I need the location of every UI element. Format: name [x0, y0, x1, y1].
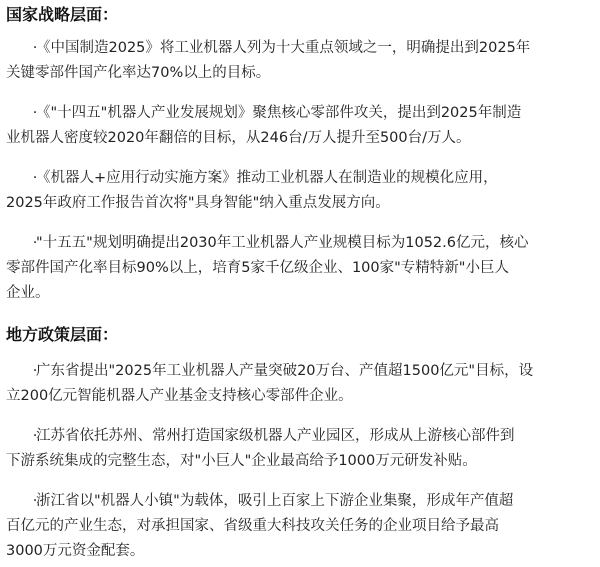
list-item-line: 江苏省依托苏州、常州打造国家级机器人产业园区，形成从上游核心部件到 — [36, 428, 515, 444]
list-item-line: 广东省提出"2025年工业机器人产量突破20万台、产值超1500亿元"目标，设 — [36, 363, 534, 379]
list-item-zhejiang — [6, 489, 594, 564]
bullet-icon: · — [32, 40, 38, 56]
bullet-icon: · — [32, 428, 38, 444]
list-item-made-in-china-2025 — [6, 36, 594, 86]
bullet-icon: · — [32, 235, 38, 251]
list-item-line: 3000万元资金配套。 — [6, 543, 145, 559]
list-item-15th-five-year-plan — [6, 231, 594, 306]
list-item-line: 百亿元的产业生态，对承担国家、省级重大科技攻关任务的企业项目给予最高 — [6, 518, 499, 534]
section-heading-local: 地方政策层面： — [6, 325, 119, 344]
bullet-icon: · — [32, 363, 38, 379]
list-item-14th-five-year-plan — [6, 101, 594, 151]
list-item-line: 企业。 — [6, 285, 50, 301]
list-item-guangdong — [6, 359, 594, 409]
list-item-line: 浙江省以"机器人小镇"为载体，吸引上百家上下游企业集聚，形成年产值超 — [36, 493, 514, 509]
list-item-line: "十五五"规划明确提出2030年工业机器人产业规模目标为1052.6亿元，核心 — [36, 235, 529, 251]
bullet-icon: · — [32, 493, 38, 509]
list-item-line: 关键零部件国产化率达70%以上的目标。 — [6, 65, 271, 81]
list-item-line: 下游系统集成的完整生态，对"小巨人"企业最高给予1000万元研发补贴。 — [6, 453, 477, 469]
list-item-line: 《"十四五"机器人产业发展规划》聚焦核心零部件攻关，提出到2025年制造 — [36, 105, 522, 121]
list-item-jiangsu — [6, 424, 594, 474]
list-item-line: 《中国制造2025》将工业机器人列为十大重点领域之一，明确提出到2025年 — [36, 40, 531, 56]
list-item-line: 零部件国产化率目标90%以上，培育5家千亿级企业、100家"专精特新"小巨人 — [6, 260, 509, 276]
list-item-line: 立200亿元智能机器人产业基金支持核心零部件企业。 — [6, 388, 353, 404]
bullet-icon: · — [32, 105, 38, 121]
list-item-line: 2025年政府工作报告首次将"具身智能"纳入重点发展方向。 — [6, 195, 390, 211]
list-item-line: 业机器人密度较2020年翻倍的目标，从246台/万人提升至500台/万人。 — [6, 130, 471, 146]
section-heading-national: 国家战略层面： — [6, 5, 119, 24]
bullet-icon: · — [32, 170, 38, 186]
list-item-line: 《机器人+应用行动实施方案》推动工业机器人在制造业的规模化应用， — [36, 170, 498, 186]
list-item-robot-plus-plan — [6, 166, 594, 216]
